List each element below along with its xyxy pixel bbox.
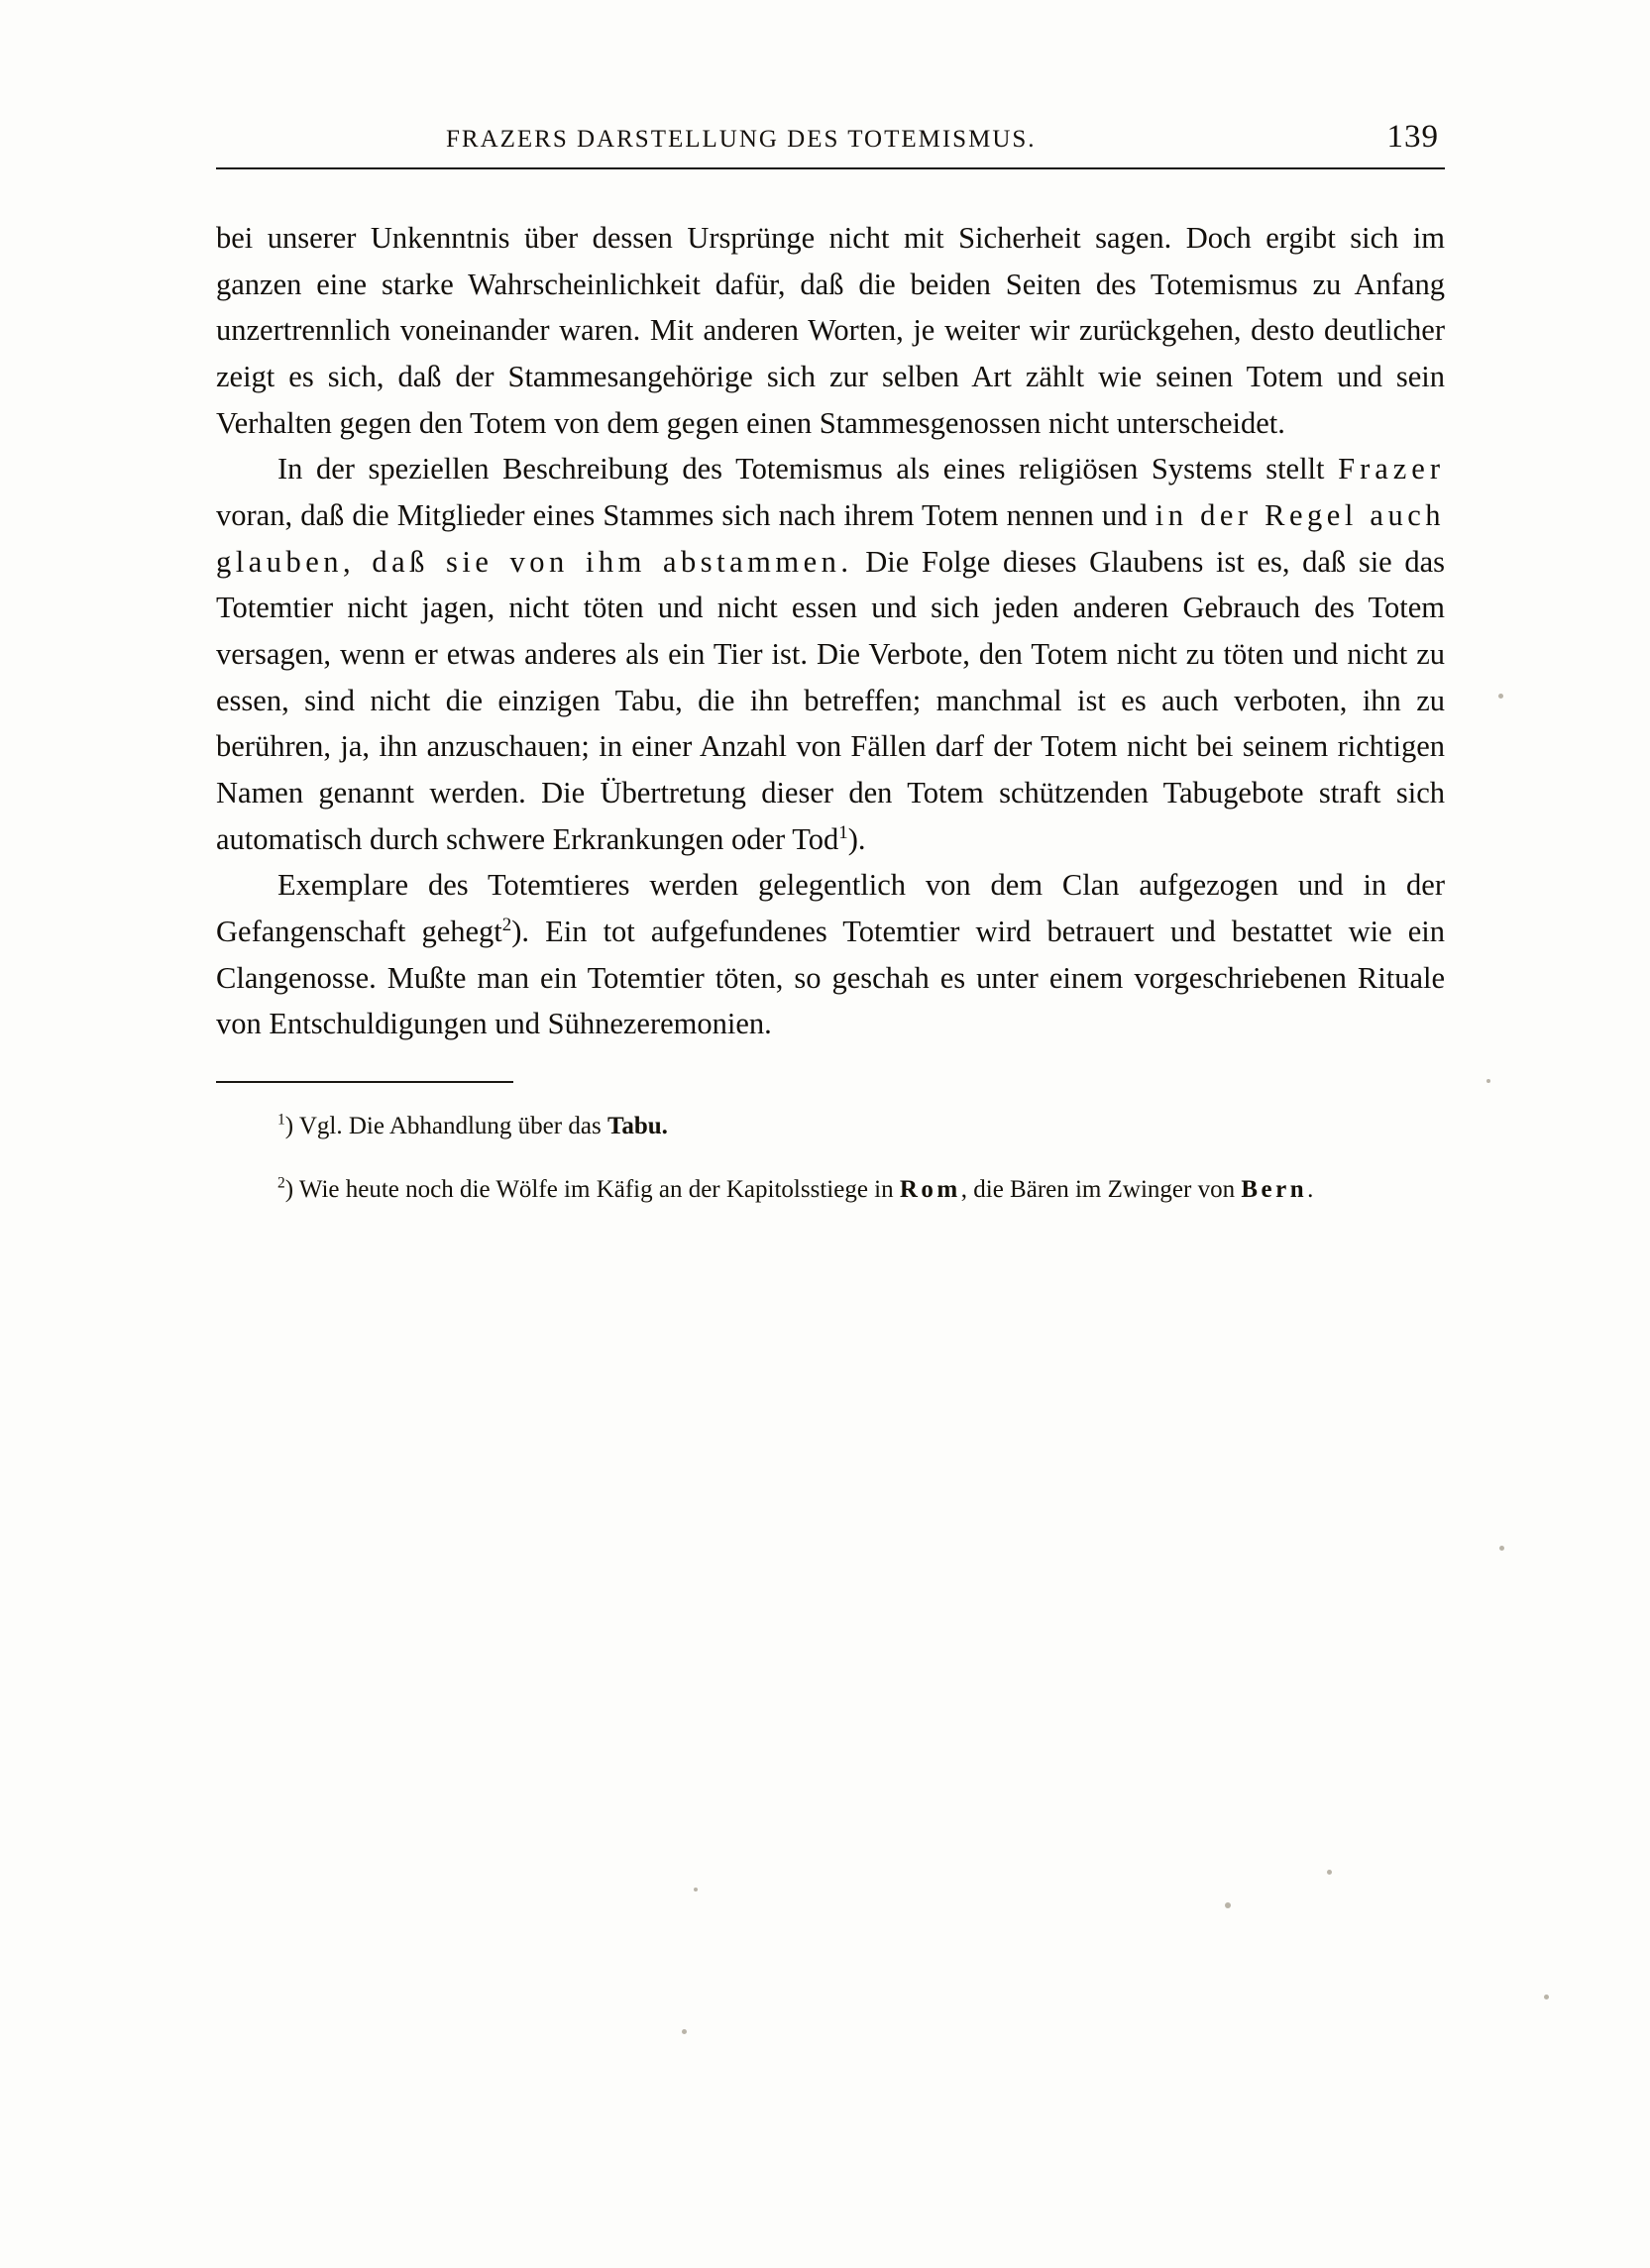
paper-speck [1486, 1079, 1490, 1083]
footnote-rule [216, 1081, 513, 1083]
footnotes [216, 1108, 1445, 1210]
paper-speck [1544, 1995, 1549, 1999]
paragraph: In der speziellen Beschreibung des Totemismus als eines religiösen Systems stellt Frazer voran, daß die Mitglieder eines Stammes sich nach ihrem Totem nennen und in der Regel auch glauben, daß sie von ihm abstammen. Die Folge dieses Glaubens ist es, daß sie das Totemtier nicht jagen, nicht töten und nicht essen und sich jeden anderen Gebrauch des Totem versagen, wenn er etwas anderes als ein Tier ist. Die Verbote, den Totem nicht zu töten und nicht zu essen, sind nicht die einzigen Tabu, die ihn betreffen; manchmal ist es auch verboten, ihn zu berühren, ja, ihn anzuschauen; in einer Anzahl von Fällen darf der Totem nicht bei seinem richtigen Namen genannt werden. Die Übertretung dieser den Totem schützenden Tabugebote straft sich automatisch durch schwere Erkrankungen oder Tod$^1$). [216, 452, 1445, 856]
paper-speck [1225, 1902, 1231, 1908]
footnote: $^2$) Wie heute noch die Wölfe im Käfig an der Kapitolsstiege in Rom, die Bären im Zwinger von Bern. [277, 1174, 1314, 1203]
paragraph: Exemplare des Totemtieres werden gelegentlich von dem Clan aufgezogen und in der Gefangenschaft gehegt$^2$). Ein tot aufgefundenes Totemtier wird betrauert und bestattet wie ein Clangenosse. Mußte man ein Totemtier töten, so geschah es unter einem vorgeschriebenen Rituale von Entschuldigungen und Sühnezeremonien. [216, 868, 1445, 1041]
page-content [216, 119, 1445, 1234]
paper-speck [1499, 1546, 1504, 1551]
paper-speck [1498, 694, 1503, 699]
header-rule [216, 167, 1445, 169]
footnote: $^1$) Vgl. Die Abhandlung über das Tabu. [277, 1111, 668, 1139]
page-number: 139 [1386, 119, 1439, 155]
paper-speck [1327, 1870, 1332, 1875]
running-head [216, 119, 1445, 156]
paper-speck [694, 1888, 698, 1891]
paper-speck [682, 2029, 687, 2034]
paragraph: bei unserer Unkenntnis über dessen Ursprünge nicht mit Sicherheit sagen. Doch ergibt sich im ganzen eine starke Wahrscheinlichkeit dafür, daß die beiden Seiten des Totemismus zu Anfang unzertrennlich voneinander waren. Mit anderen Worten, je weiter wir zurückgehen, desto deutlicher zeigt es sich, daß der Stammesangehörige sich zur selben Art zählt wie seinen Totem und sein Verhalten gegen den Totem von dem gegen einen Stammesgenossen nicht unterscheidet. [216, 221, 1445, 440]
body-text [216, 215, 1445, 1047]
running-title: FRAZERS DARSTELLUNG DES TOTEMISMUS. [446, 126, 1037, 153]
